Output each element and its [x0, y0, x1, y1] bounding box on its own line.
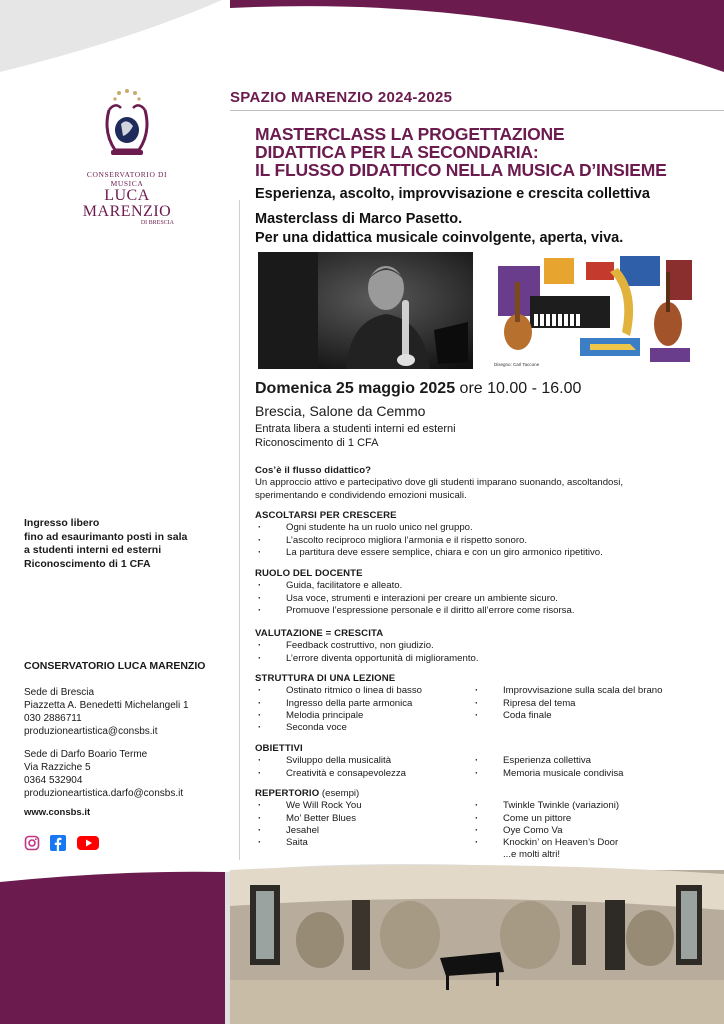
bullet-list: [472, 755, 624, 780]
title-line: MASTERCLASS LA PROGETTAZIONE: [255, 124, 565, 144]
section-title: RUOLO DEL DOCENTE: [255, 568, 363, 579]
header-rule: [230, 110, 724, 111]
event-venue: Brescia, Salone da Cemmo: [255, 403, 426, 419]
bullet-list: [255, 685, 422, 734]
facebook-icon[interactable]: [50, 835, 66, 856]
repertorio-title: REPERTORIO: [255, 788, 320, 799]
conservatorio-logo: [72, 88, 182, 226]
music-artwork: [490, 252, 698, 369]
entry-line: Entrata libera a studenti interni ed esterni: [255, 423, 456, 435]
saxophonist-photo: [258, 252, 473, 369]
list-item: · Seconda voce: [255, 722, 422, 734]
column-divider: [239, 200, 240, 860]
list-item: · Ogni studente ha un ruolo unico nel gruppo.: [255, 522, 603, 534]
contact-email[interactable]: produzioneartistica@consbs.it: [24, 726, 158, 737]
list-item: · Oye Como Va: [472, 825, 619, 837]
logo-city: DI BRESCIA: [140, 220, 174, 226]
series-title: SPAZIO MARENZIO 2024-2025: [230, 89, 453, 106]
hall-photo: [230, 865, 724, 1024]
list-item: · Creatività e consapevolezza: [255, 768, 406, 780]
section-title: OBIETTIVI: [255, 743, 303, 754]
list-item: · Twinkle Twinkle (variazioni): [472, 800, 619, 812]
event-date: [255, 380, 581, 398]
list-item: · We Will Rock You: [255, 800, 362, 812]
list-item: · L’errore diventa opportunità di miglioramento.: [255, 653, 479, 665]
valutazione-section: [255, 628, 479, 665]
list-item: · Guida, facilitatore e alleato.: [255, 580, 574, 592]
repertorio-section: [255, 788, 620, 861]
list-item: · Come un pittore: [472, 813, 619, 825]
bullet-list: [255, 580, 574, 617]
tagline-line: Per una didattica musicale coinvolgente, aperta, viva.: [255, 230, 624, 246]
list-item: · Knockin’ on Heaven’s Door: [472, 837, 619, 849]
bullet-list: [255, 640, 479, 665]
contact-line: Sede di Darfo Boario Terme: [24, 749, 148, 760]
bullet-list: [472, 800, 619, 861]
bullet-list: [255, 800, 362, 849]
repertorio-suffix: (esempi): [319, 788, 360, 799]
contact-phone: 0364 532904: [24, 775, 83, 786]
list-item: · Improvvisazione sulla scala del brano: [472, 685, 662, 697]
event-date-text: Domenica 25 maggio 2025: [255, 380, 456, 397]
ruolo-section: [255, 568, 574, 617]
list-item: · Coda finale: [472, 710, 662, 722]
brescia-contact: [24, 686, 189, 738]
list-item: · Esperienza collettiva: [472, 755, 624, 767]
section-title: VALUTAZIONE = CRESCITA: [255, 628, 384, 639]
contact-line: Sede di Brescia: [24, 687, 95, 698]
youtube-icon[interactable]: [77, 835, 99, 856]
section-title: [255, 788, 362, 800]
note-line: Riconoscimento di 1 CFA: [24, 557, 151, 570]
intro-line: sperimentando e condividendo emozioni musicali.: [255, 489, 467, 501]
bullet-list: [255, 522, 603, 559]
note-line: fino ad esaurimanto posti in sala: [24, 530, 188, 543]
section-title: STRUTTURA DI UNA LEZIONE: [255, 673, 396, 684]
tagline: [255, 210, 623, 248]
list-item: · Ostinato ritmico o linea di basso: [255, 685, 422, 697]
intro-section: [255, 465, 623, 502]
list-item-more: ...e molti altri!: [503, 849, 561, 861]
list-item: · Usa voce, strumenti e interazioni per creare un ambiente sicuro.: [255, 593, 574, 605]
list-item: · Mo’ Better Blues: [255, 813, 362, 825]
subtitle: Esperienza, ascolto, improvvisazione e crescita collettiva: [255, 186, 650, 202]
contact-phone: 030 2886711: [24, 713, 82, 724]
list-item: · Saita: [255, 837, 362, 849]
section-title: ASCOLTARSI PER CRESCERE: [255, 510, 397, 521]
list-item: · Sviluppo della musicalità: [255, 755, 406, 767]
title-line: DIDATTICA PER LA SECONDARIA:: [255, 142, 539, 162]
list-item: · Jesahel: [255, 825, 362, 837]
bullet-list: [472, 685, 662, 722]
event-entry: [255, 422, 456, 450]
list-item: · Ripresa del tema: [472, 698, 662, 710]
logo-line1: CONSERVATORIO DI MUSICA: [86, 170, 168, 188]
contact-line: Piazzetta A. Benedetti Michelangeli 1: [24, 700, 189, 711]
contact-line: Via Razziche 5: [24, 762, 91, 773]
instagram-icon[interactable]: [24, 835, 40, 856]
page-title: [255, 125, 715, 179]
struttura-section: [255, 673, 663, 734]
note-line: Ingresso libero: [24, 517, 100, 529]
entry-line: Riconoscimento di 1 CFA: [255, 437, 379, 449]
org-name: CONSERVATORIO LUCA MARENZIO: [24, 660, 206, 672]
bullet-list: [255, 755, 406, 780]
logo-name: LUCA MARENZIO: [82, 187, 172, 220]
social-links: [24, 835, 105, 856]
obiettivi-section: [255, 743, 624, 780]
list-item: · Memoria musicale condivisa: [472, 768, 624, 780]
intro-title: Cos’è il flusso didattico?: [255, 465, 372, 476]
list-item: · Ingresso della parte armonica: [255, 698, 422, 710]
list-item: · L’ascolto reciproco migliora l’armonia e il rispetto sonoro.: [255, 535, 603, 547]
website-link[interactable]: www.consbs.it: [24, 807, 91, 818]
title-line: IL FLUSSO DIDATTICO NELLA MUSICA D’INSIEME: [255, 160, 667, 180]
ascoltarsi-section: [255, 510, 603, 559]
contact-email[interactable]: produzioneartistica.darfo@consbs.it: [24, 788, 184, 799]
list-item: · La partitura deve essere semplice, chiara e con un giro armonico ripetitivo.: [255, 547, 603, 559]
lyre-icon: [99, 88, 155, 168]
entry-note: [24, 517, 187, 571]
list-item: · Promuove l’espressione personale e il diritto all’errore come risorsa.: [255, 605, 574, 617]
tagline-line: Masterclass di Marco Pasetto.: [255, 211, 463, 227]
list-item: · Feedback costruttivo, non giudizio.: [255, 640, 479, 652]
darfo-contact: [24, 748, 183, 800]
intro-line: Un approccio attivo e partecipativo dove gli studenti imparano suonando, ascoltandosi,: [255, 477, 623, 489]
bottom-decoration: [0, 860, 724, 1024]
note-line: a studenti interni ed esterni: [24, 544, 162, 556]
event-time: ore 10.00 - 16.00: [455, 380, 582, 397]
list-item: · Melodia principale: [255, 710, 422, 722]
artwork-caption: Disegno: Carl Taccone: [494, 362, 540, 367]
